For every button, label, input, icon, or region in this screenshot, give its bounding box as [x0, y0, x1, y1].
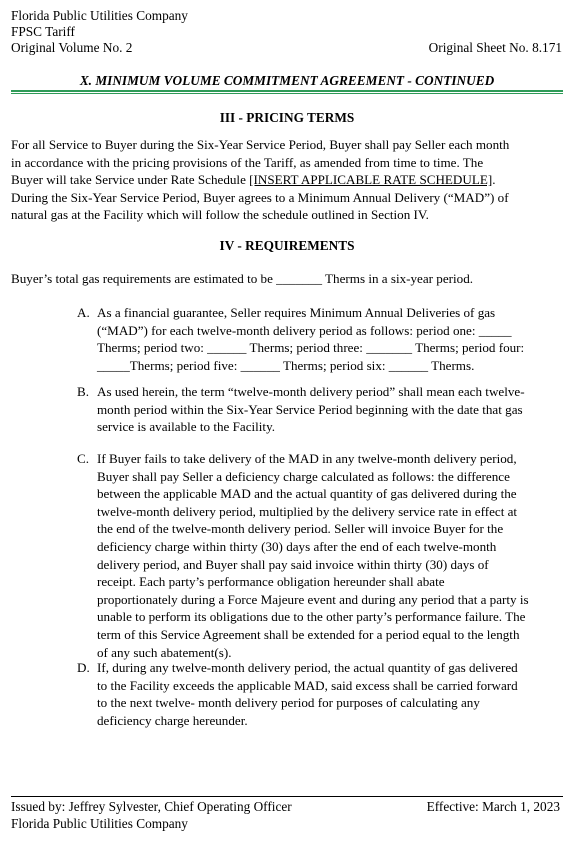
item-line: the end of the twelve-month delivery period. Seller will invoice Buyer for the [97, 521, 504, 537]
pricing-line-end: . [492, 172, 496, 188]
item-line: unable to perform its obligations due to the other party’s performance failure. The [97, 609, 526, 625]
item-a-text [97, 304, 524, 374]
item-line: Buyer shall pay Seller a deficiency charge calculated as follows: the difference [97, 468, 510, 484]
item-d-text [97, 659, 518, 729]
pricing-line: natural gas at the Facility which will follow the schedule outlined in Section IV. [11, 207, 429, 223]
title-rule-thin [11, 93, 563, 94]
item-line: to the Facility exceeds the applicable MAD, said excess shall be carried forward [97, 677, 518, 693]
item-line: Therms; period two: ______ Therms; period three: _______ Therms; period four: [97, 340, 525, 356]
item-line: delivery period, and Buyer shall pay said invoice within thirty (30) days of [97, 556, 489, 572]
pricing-line: For all Service to Buyer during the Six-Year Service Period, Buyer shall pay Seller each month [11, 137, 510, 152]
footer-effective-date: Effective: March 1, 2023 [426, 799, 560, 814]
header-tariff: FPSC Tariff [11, 24, 75, 39]
item-line: month period within the Six-Year Service Period beginning with the date that gas [97, 401, 523, 417]
item-line: receipt. Each party’s performance obligation hereunder shall abate [97, 574, 445, 590]
footer-rule [11, 796, 563, 797]
requirements-intro: Buyer’s total gas requirements are estimated to be _______ Therms in a six-year period. [11, 271, 474, 286]
item-line: deficiency charge hereunder. [97, 712, 248, 728]
item-letter-d: D. [77, 660, 90, 675]
header-sheet: Original Sheet No. 8.171 [428, 40, 562, 55]
item-letter-a: A. [77, 305, 90, 320]
item-line: proportionately during a Force Majeure event and during any period that a party is [97, 591, 529, 607]
item-line: of any such abatement(s). [97, 644, 232, 660]
item-line: service is available to the Facility. [97, 419, 276, 435]
pricing-line [11, 171, 509, 189]
item-line: to the next twelve- month delivery period for purposes of calculating any [97, 695, 480, 711]
item-letter-b: B. [77, 384, 90, 399]
pricing-line-text: Buyer will take Service under Rate Schedule [11, 172, 250, 188]
header-volume: Original Volume No. 2 [11, 40, 133, 55]
footer-company: Florida Public Utilities Company [11, 816, 188, 831]
section-heading-pricing: III - PRICING TERMS [219, 110, 355, 125]
pricing-paragraph [11, 136, 509, 224]
header-company: Florida Public Utilities Company [11, 8, 188, 23]
item-line: (“MAD”) for each twelve-month delivery period as follows: period one: _____ [97, 322, 512, 338]
item-line: If Buyer fails to take delivery of the MAD in any twelve-month delivery period, [97, 451, 517, 466]
item-line: twelve-month delivery period, multiplied by the delivery service rate in effect at [97, 503, 518, 519]
document-title: X. MINIMUM VOLUME COMMITMENT AGREEMENT - CONTINUED [79, 73, 495, 88]
item-letter-c: C. [77, 451, 90, 466]
pricing-line: in accordance with the pricing provisions of the Tariff, as amended from time to time. The [11, 154, 484, 170]
item-line: If, during any twelve-month delivery period, the actual quantity of gas delivered [97, 660, 518, 675]
item-b-text [97, 383, 525, 436]
footer-issued-by: Issued by: Jeffrey Sylvester, Chief Operating Officer [11, 799, 292, 814]
title-rule-thick [11, 90, 563, 92]
section-heading-requirements: IV - REQUIREMENTS [219, 238, 355, 253]
item-c-text [97, 450, 529, 661]
item-line: As a financial guarantee, Seller requires Minimum Annual Deliveries of gas [97, 305, 496, 320]
rate-schedule-placeholder: [INSERT APPLICABLE RATE SCHEDULE] [249, 172, 493, 188]
item-line: deficiency charge within thirty (30) days after the end of each twelve-month [97, 538, 497, 554]
item-line: between the applicable MAD and the actual quantity of gas delivered during the [97, 486, 517, 502]
item-line: term of this Service Agreement shall be extended for a period equal to the length [97, 626, 520, 642]
item-line: _____Therms; period five: ______ Therms; period six: ______ Therms. [97, 357, 475, 373]
item-line: As used herein, the term “twelve-month delivery period” shall mean each twelve- [97, 384, 525, 399]
pricing-line: During the Six-Year Service Period, Buyer agrees to a Minimum Annual Delivery (“MAD”) of [11, 189, 509, 205]
